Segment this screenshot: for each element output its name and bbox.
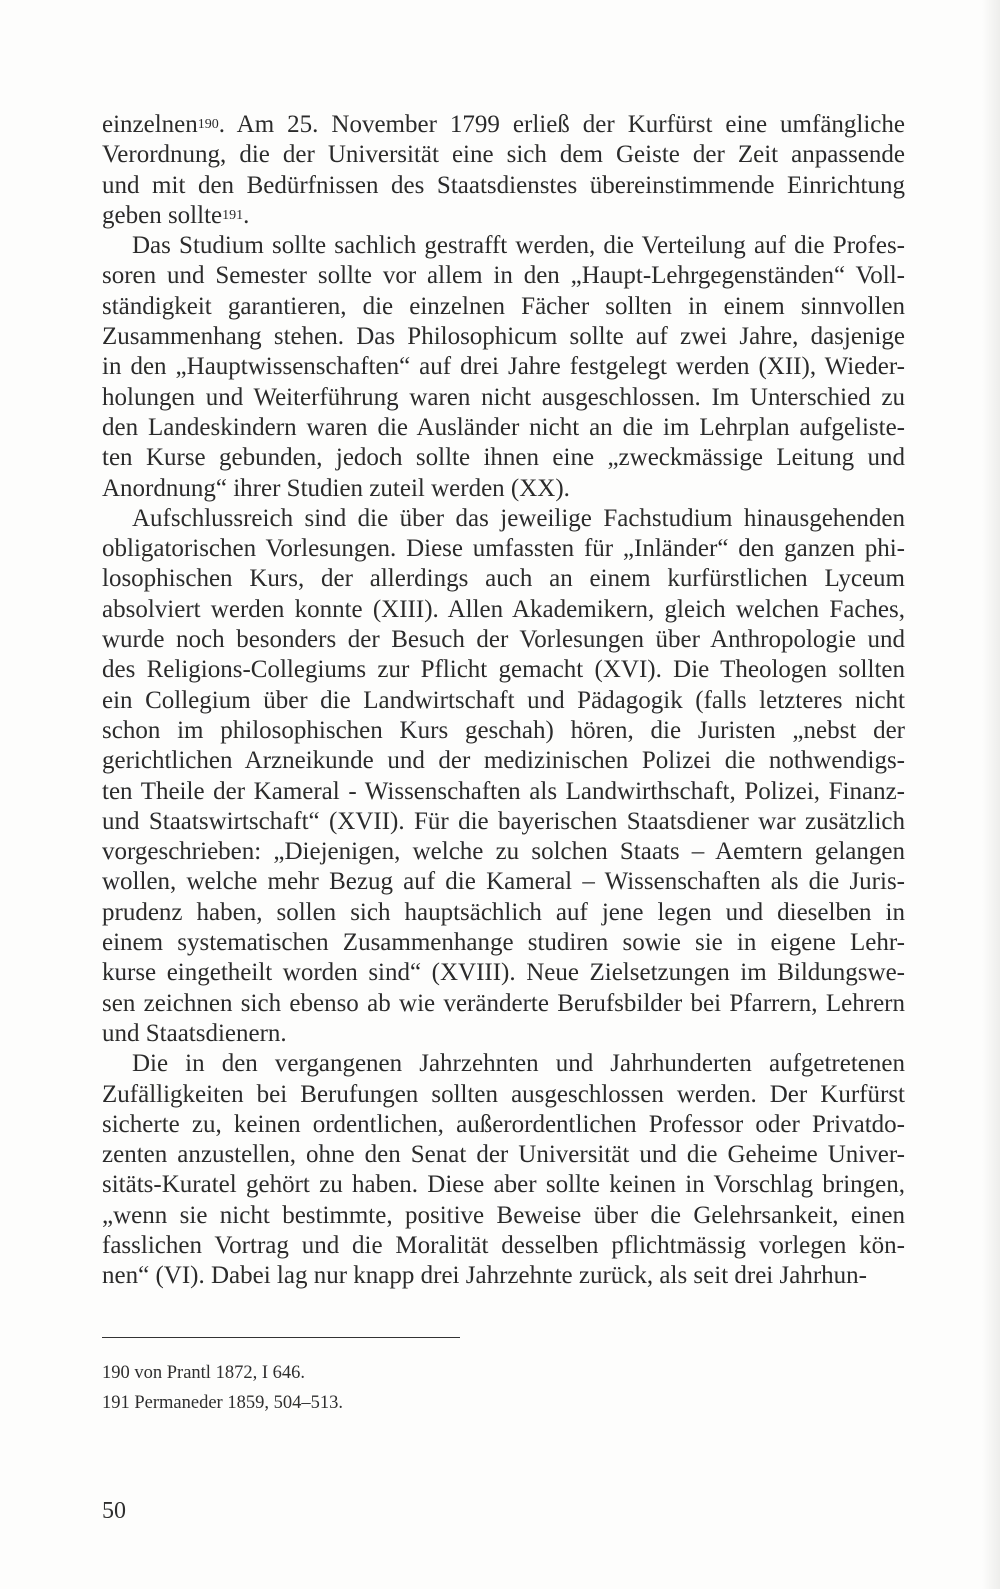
text-line: [102, 292, 905, 322]
text-line: [102, 352, 905, 382]
text-line: [102, 413, 905, 443]
text-line: [102, 140, 905, 170]
footnote-number: 191: [102, 1393, 130, 1413]
text-line: [102, 898, 905, 928]
text-line: [102, 383, 905, 413]
text-run: wurde noch besonders der Besuch der Vorlesungen über Anthropologie und: [102, 626, 905, 654]
text-line: [102, 716, 905, 746]
text-line: [102, 746, 905, 776]
text-run: obligatorischen Vorlesungen. Diese umfassten für „Inländer“ den ganzen phi-: [102, 535, 905, 563]
text-run: sitäts-Kuratel gehört zu haben. Diese aber sollte keinen in Vorschlag bringen,: [102, 1171, 905, 1199]
text-line: [102, 564, 905, 594]
text-run: sen zeichnen sich ebenso ab wie veränderte Berufsbilder bei Pfarrern, Lehrern: [102, 989, 905, 1017]
text-run: ein Collegium über die Landwirtschaft und Pädagogik (falls letzteres nicht: [102, 686, 905, 714]
text-run: schon im philosophischen Kurs geschah) hören, die Juristen „nebst der: [102, 716, 905, 744]
text-run: einem systematischen Zusammenhange studiren sowie sie in eigene Lehr-: [102, 929, 905, 957]
text-run: „wenn sie nicht bestimmte, positive Beweise über die Gelehrsankeit, einen: [102, 1201, 905, 1229]
paragraph: [102, 504, 905, 1049]
text-line: [102, 201, 905, 231]
text-run: in den „Hauptwissenschaften“ auf drei Jahre festgelegt werden (XII), Wieder-: [102, 353, 905, 381]
text-run: und Staatsdienern.: [102, 1019, 287, 1047]
text-run: Die in den vergangenen Jahrzehnten und Jahrhunderten aufgetretenen: [132, 1050, 905, 1078]
text-run: Zusammenhang stehen. Das Philosophicum sollte auf zwei Jahre, dasjenige: [102, 323, 905, 351]
text-line: [102, 504, 905, 534]
text-line: [102, 928, 905, 958]
footnote-text: von Prantl 1872, I 646.: [134, 1363, 305, 1383]
text-line: [102, 958, 905, 988]
footnote-reference[interactable]: 190: [197, 117, 219, 132]
text-line: [102, 1140, 905, 1170]
text-line: [102, 1019, 905, 1049]
text-line: [102, 171, 905, 201]
text-run: absolviert werden konnte (XIII). Allen Akademikern, gleich welchen Faches,: [102, 595, 905, 623]
text-line: [102, 1080, 905, 1110]
text-run: ständigkeit garantieren, die einzelnen Fächer sollten in einem sinnvollen: [102, 292, 905, 320]
text-run: und Staatswirtschaft“ (XVII). Für die bayerischen Staatsdiener war zusätzlich: [102, 807, 905, 835]
text-line: [102, 1261, 905, 1291]
text-line: [102, 1049, 905, 1079]
text-run: zenten anzustellen, ohne den Senat der Universität und die Geheime Univer-: [102, 1141, 905, 1169]
footnote-190: [102, 1358, 702, 1388]
text-run: Das Studium sollte sachlich gestrafft werden, die Verteilung auf die Profes-: [132, 232, 905, 260]
text-run: gerichtlichen Arzneikunde und der medizinischen Polizei die nothwendigs-: [102, 747, 905, 775]
text-run: soren und Semester sollte vor allem in den „Haupt-Lehrgegenständen“ Voll-: [102, 262, 905, 290]
text-line: [102, 534, 905, 564]
footnote-separator: [102, 1337, 460, 1338]
footnote-number: 190: [102, 1363, 130, 1383]
text-run: prudenz haben, sollen sich hauptsächlich auf jene legen und dieselben in: [102, 898, 905, 926]
text-run: den Landeskindern waren die Ausländer nicht an die im Lehrplan aufgeliste-: [102, 413, 905, 441]
text-run: Anordnung“ ihrer Studien zuteil werden (XX).: [102, 474, 570, 502]
text-line: [102, 989, 905, 1019]
text-line: [102, 807, 905, 837]
text-run: Aufschlussreich sind die über das jeweilige Fachstudium hinausgehenden: [132, 504, 905, 532]
text-run: losophischen Kurs, der allerdings auch an einem kurfürstlichen Lyceum: [102, 565, 905, 593]
text-run: und mit den Bedürfnissen des Staatsdienstes übereinstimmende Einrichtung: [102, 171, 905, 199]
text-line: [102, 867, 905, 897]
text-run: . Am 25. November 1799 erließ der Kurfürst eine umfängliche: [218, 111, 905, 138]
text-line: [102, 1170, 905, 1200]
text-line: [102, 686, 905, 716]
text-line: [102, 231, 905, 261]
text-run: ten Theile der Kameral - Wissenschaften als Landwirthschaft, Polizei, Finanz-: [102, 777, 905, 805]
body-text: [102, 110, 905, 1292]
text-run: nen“ (VI). Dabei lag nur knapp drei Jahrzehnte zurück, als seit drei Jahrhun-: [102, 1262, 867, 1290]
text-line: [102, 110, 905, 140]
page-number: 50: [102, 1498, 126, 1524]
text-line: [102, 1110, 905, 1140]
footnotes: [102, 1358, 702, 1418]
text-run: holungen und Weiterführung waren nicht ausgeschlossen. Im Unterschied zu: [102, 383, 905, 411]
text-line: [102, 1231, 905, 1261]
footnote-191: [102, 1388, 702, 1418]
text-line: [102, 261, 905, 291]
text-run: Zufälligkeiten bei Berufungen sollten ausgeschlossen werden. Der Kurfürst: [102, 1080, 905, 1108]
text-run: wollen, welche mehr Bezug auf die Kameral – Wissenschaften als die Juris-: [102, 868, 905, 896]
text-run: ten Kurse gebunden, jedoch sollte ihnen eine „zweckmässige Leitung und: [102, 444, 905, 472]
text-line: [102, 1201, 905, 1231]
text-line: [102, 322, 905, 352]
text-line: [102, 474, 905, 504]
text-run: sicherte zu, keinen ordentlichen, außerordentlichen Professor oder Privatdo-: [102, 1110, 905, 1138]
text-line: [102, 443, 905, 473]
paragraph: [102, 110, 905, 231]
paragraph: [102, 231, 905, 504]
text-run: vorgeschrieben: „Diejenigen, welche zu solchen Staats – Aemtern gelangen: [102, 838, 905, 866]
text-run: Verordnung, die der Universität eine sich dem Geiste der Zeit anpassende: [102, 141, 905, 169]
text-run: geben sollte: [102, 201, 223, 229]
text-line: [102, 837, 905, 867]
text-line: [102, 625, 905, 655]
footnote-text: Permaneder 1859, 504–513.: [134, 1393, 343, 1413]
text-line: [102, 777, 905, 807]
page-edge-shadow: [982, 0, 1000, 1589]
text-run: des Religions-Collegiums zur Pflicht gemacht (XVI). Die Theologen sollten: [102, 656, 905, 684]
text-line: [102, 655, 905, 685]
paragraph: [102, 1049, 905, 1291]
text-run: .: [243, 201, 250, 229]
text-run: einzelnen: [102, 111, 198, 138]
text-line: [102, 595, 905, 625]
footnote-reference[interactable]: 191: [222, 207, 244, 223]
text-run: kurse eingetheilt worden sind“ (XVIII). Neue Zielsetzungen im Bildungswe-: [102, 959, 905, 987]
text-run: fasslichen Vortrag und die Moralität desselben pflichtmässig vorlegen kön-: [102, 1231, 905, 1259]
